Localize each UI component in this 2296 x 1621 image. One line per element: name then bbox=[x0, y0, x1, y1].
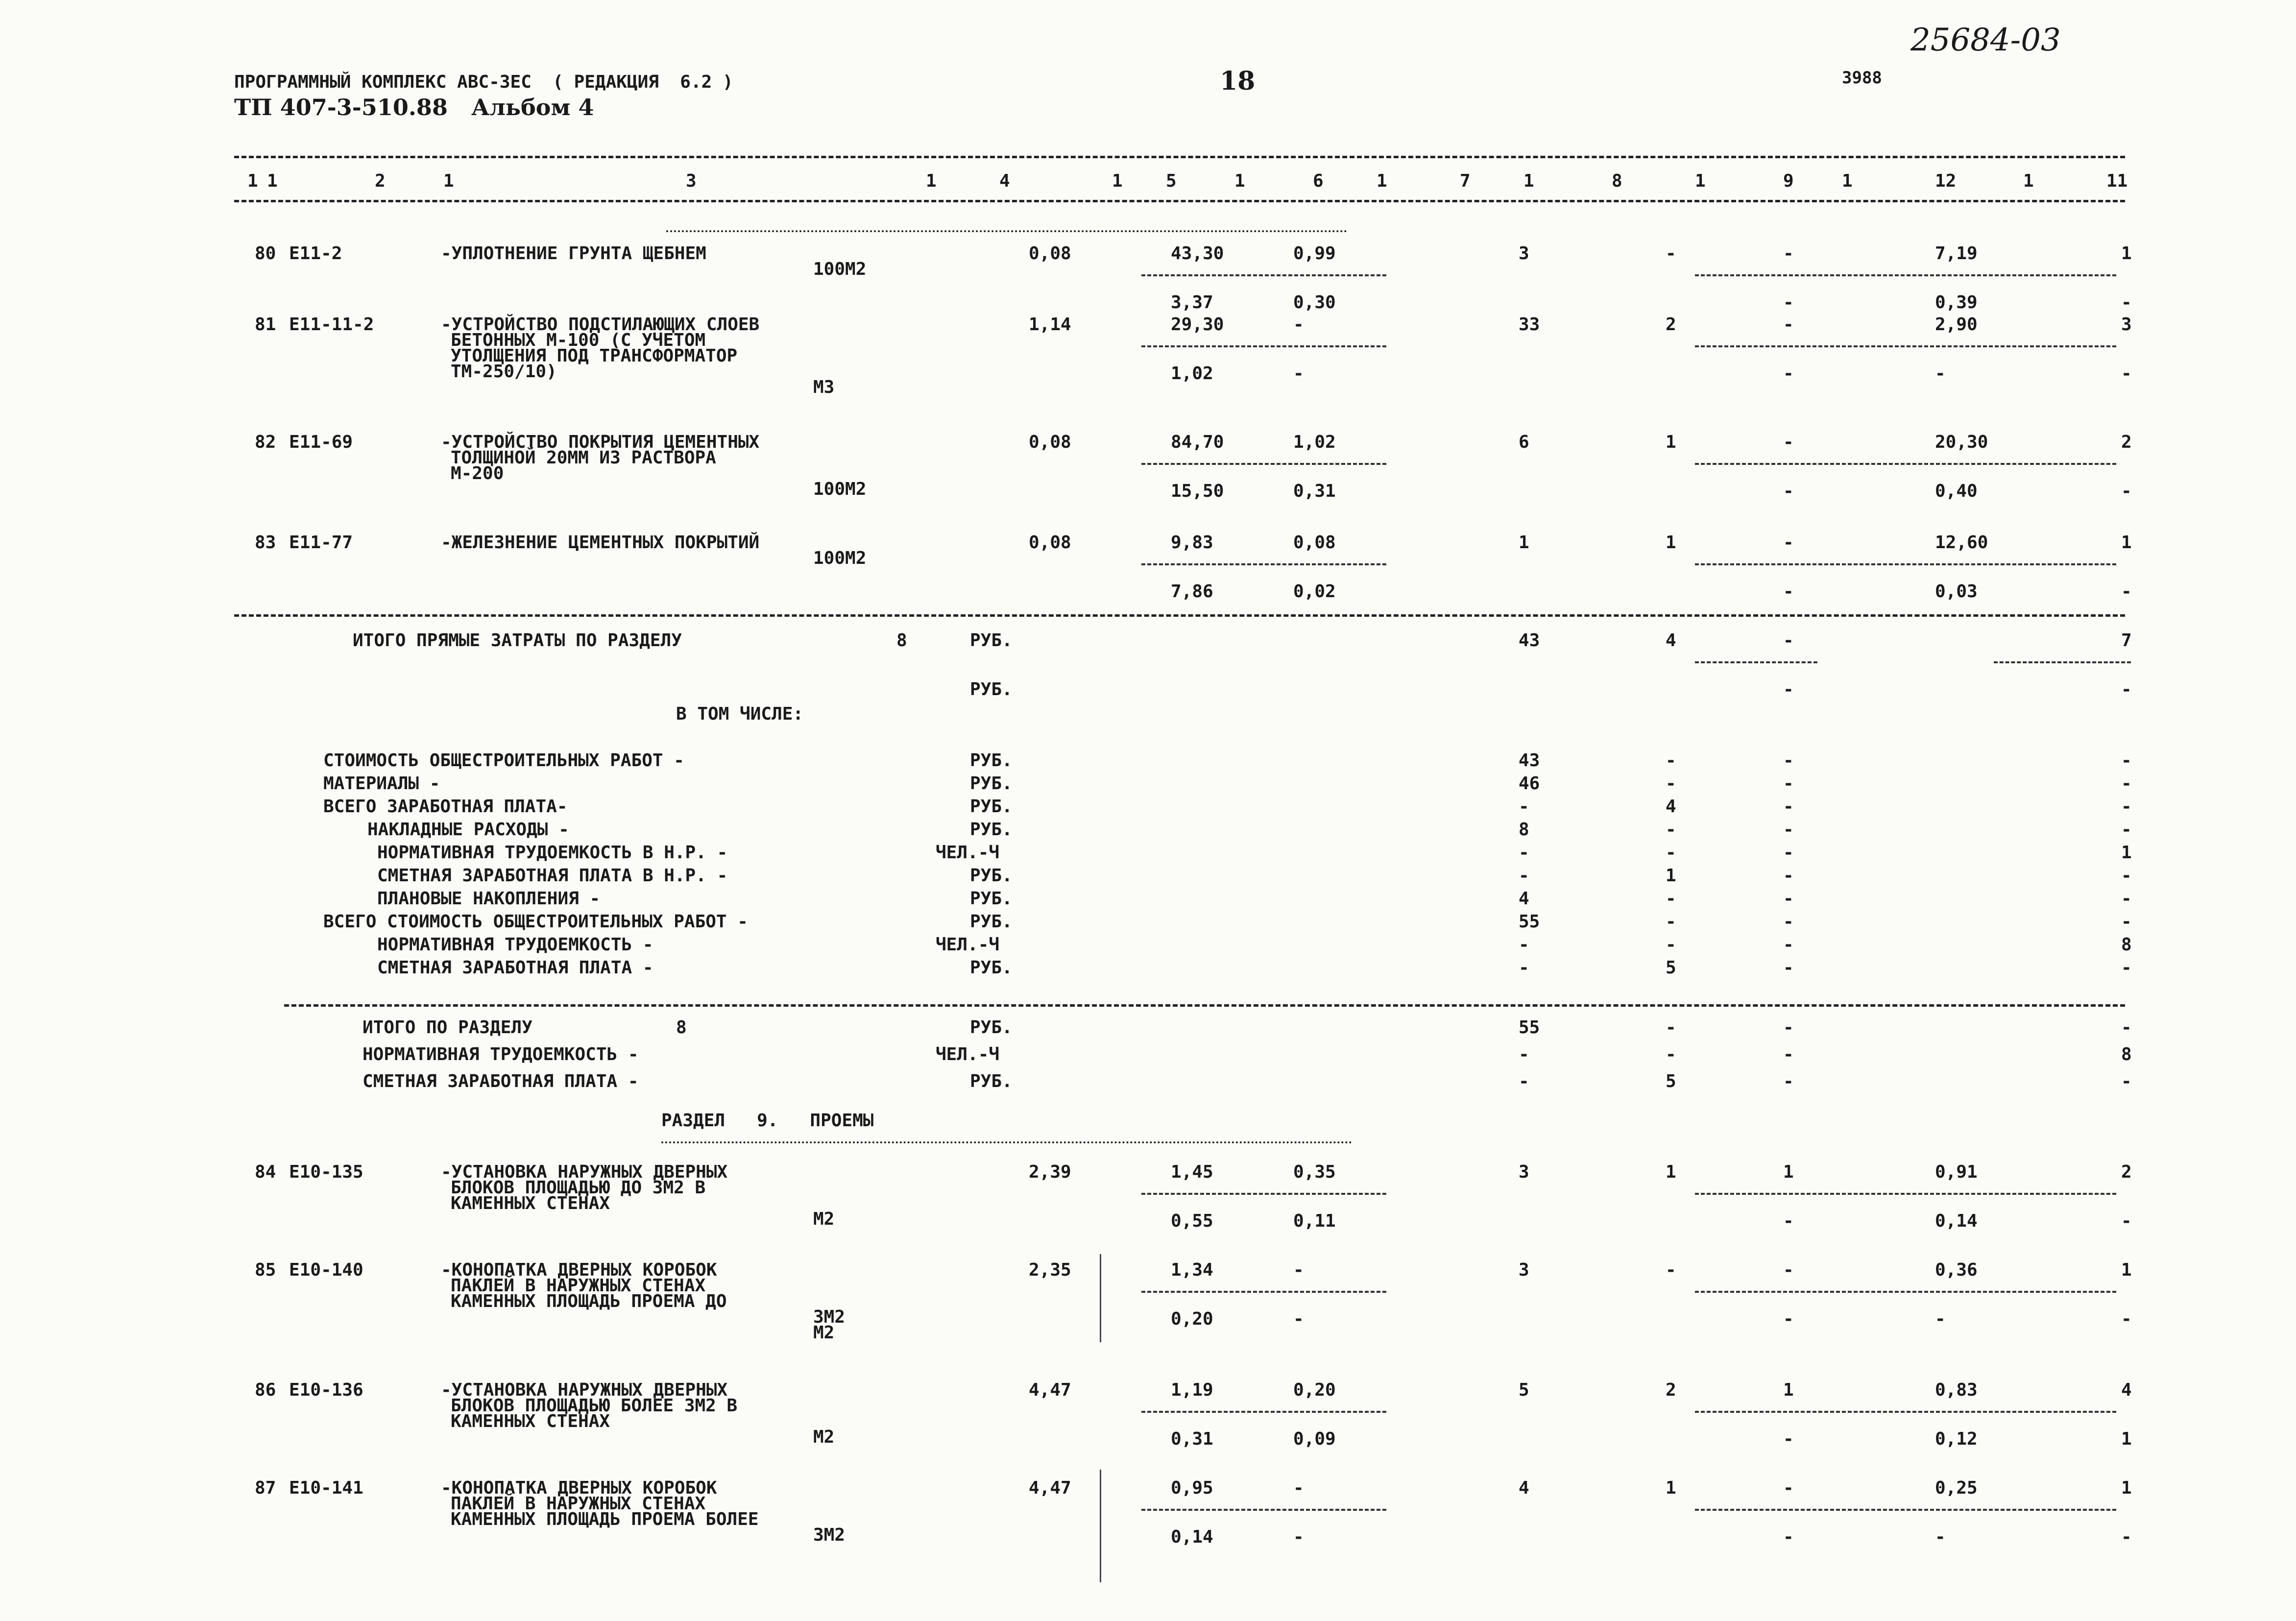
section-number: 8 bbox=[896, 630, 907, 651]
rate-code: Е10-136 bbox=[289, 1380, 363, 1400]
rate-code: Е11-11-2 bbox=[289, 315, 374, 335]
cost-item-label: НАКЛАДНЫЕ РАСХОДЫ - bbox=[367, 820, 569, 840]
rate-code: Е11-2 bbox=[289, 243, 342, 264]
cost-item-v11: - bbox=[2121, 912, 2132, 932]
column-number: 4 bbox=[999, 171, 1010, 191]
labor-total: - bbox=[2121, 363, 2132, 384]
cost-item-v11: 1 bbox=[2121, 843, 2132, 863]
labor-value: 0,03 bbox=[1935, 581, 1978, 602]
cost-item-v11: - bbox=[2121, 820, 2132, 840]
wage-value: 0,20 bbox=[1293, 1380, 1336, 1400]
labor-total: - bbox=[2121, 292, 2132, 313]
subtotal-rule bbox=[1141, 1291, 1386, 1293]
cost-value: 0,14 bbox=[1171, 1527, 1213, 1547]
cost-item-v11: - bbox=[2121, 750, 2132, 771]
rate-code: Е10-140 bbox=[289, 1260, 363, 1280]
unit-label: РУБ. bbox=[970, 750, 1013, 771]
cost-item-v8: - bbox=[1666, 843, 1676, 863]
labor-total: - bbox=[2121, 1527, 2132, 1547]
labor-total: 1 bbox=[2121, 1429, 2132, 1449]
row-number: 86 bbox=[255, 1380, 276, 1400]
labor-total: 1 bbox=[2121, 1260, 2132, 1280]
cost-value: 43,30 bbox=[1171, 243, 1224, 264]
wage-value: 0,31 bbox=[1293, 481, 1336, 501]
cost-item-v11: - bbox=[2121, 889, 2132, 909]
wage-value: 0,02 bbox=[1293, 581, 1336, 602]
wage-value: - bbox=[1293, 315, 1304, 335]
unit-label: ЧЕЛ.-Ч bbox=[936, 1044, 1000, 1065]
labor-value: 0,40 bbox=[1935, 481, 1978, 501]
work-description: БЛОКОВ ПЛОЩАДЬЮ БОЛЕЕ 3М2 В bbox=[451, 1396, 738, 1416]
column-number: 7 bbox=[1460, 171, 1471, 191]
cost-item-label: СТОИМОСТЬ ОБЩЕСТРОИТЕЛЬНЫХ РАБОТ - bbox=[323, 750, 684, 771]
labor-value: 0,39 bbox=[1935, 292, 1978, 313]
labor-value: 0,91 bbox=[1935, 1162, 1978, 1182]
column-number: 3 bbox=[686, 171, 697, 191]
total-wage: 1 bbox=[1666, 432, 1676, 452]
cost-item-v7: 4 bbox=[1519, 889, 1529, 909]
direct-costs-v9: - bbox=[1783, 630, 1794, 651]
labor-total: 4 bbox=[2121, 1380, 2132, 1400]
cost-value: 7,86 bbox=[1171, 581, 1213, 602]
column-number: 1 bbox=[1695, 171, 1706, 191]
unit-label: РУБ. bbox=[970, 958, 1013, 978]
machine-value: - bbox=[1783, 1309, 1794, 1329]
direct-costs-v11: 7 bbox=[2121, 630, 2132, 651]
labor-total: - bbox=[2121, 581, 2132, 602]
unit-label: 100М2 bbox=[813, 548, 867, 568]
column-number: 1 bbox=[247, 171, 258, 191]
unit-label: М2 bbox=[813, 1427, 835, 1447]
subtotal-rule bbox=[1141, 463, 1386, 465]
cost-item-v8: - bbox=[1666, 912, 1676, 932]
section-9-title: РАЗДЕЛ 9. ПРОЕМЫ bbox=[661, 1111, 874, 1131]
cost-item-label: ВСЕГО ЗАРАБОТНАЯ ПЛАТА- bbox=[323, 797, 568, 817]
cost-item-v7: 43 bbox=[1519, 750, 1540, 771]
column-number: 1 bbox=[1377, 171, 1387, 191]
machine-value: 1 bbox=[1783, 1380, 1794, 1400]
quantity: 0,08 bbox=[1029, 432, 1071, 452]
final-total-v9: - bbox=[1783, 1071, 1794, 1091]
cost-item-label: ВСЕГО СТОИМОСТЬ ОБЩЕСТРОИТЕЛЬНЫХ РАБОТ - bbox=[323, 912, 748, 932]
cost-value: 1,02 bbox=[1171, 363, 1213, 384]
column-number: 8 bbox=[1612, 171, 1622, 191]
column-number: 2 bbox=[375, 171, 386, 191]
final-total-v9: - bbox=[1783, 1044, 1794, 1065]
cost-item-v7: - bbox=[1519, 797, 1529, 817]
machine-value: - bbox=[1783, 1478, 1794, 1498]
handwritten-document-number: 25684-03 bbox=[1910, 22, 2061, 58]
total-wage: 1 bbox=[1666, 532, 1676, 553]
labor-total: 1 bbox=[2121, 1478, 2132, 1498]
work-description: ТМ-250/10) bbox=[451, 362, 557, 382]
work-description: ПАКЛЕЙ В НАРУЖНЫХ СТЕНАХ bbox=[451, 1276, 706, 1296]
work-description: ПАКЛЕЙ В НАРУЖНЫХ СТЕНАХ bbox=[451, 1494, 706, 1514]
work-description: КАМЕННЫХ ПЛОЩАДЬ ПРОЕМА ДО bbox=[451, 1291, 727, 1311]
header-top-rule bbox=[234, 156, 2125, 158]
unit-label: РУБ. bbox=[970, 912, 1013, 932]
document-code: 3988 bbox=[1842, 68, 1882, 88]
cost-item-v9: - bbox=[1783, 958, 1794, 978]
cost-item-v9: - bbox=[1783, 774, 1794, 794]
column-number: 1 bbox=[1234, 171, 1245, 191]
work-description: УТОЛЩЕНИЯ ПОД ТРАНСФОРМАТОР bbox=[451, 346, 738, 366]
cost-item-v7: 8 bbox=[1519, 820, 1529, 840]
total-cost: 5 bbox=[1519, 1380, 1529, 1400]
subtotal-rule bbox=[1695, 463, 2116, 465]
wage-value: - bbox=[1293, 1309, 1304, 1329]
final-total-v7: - bbox=[1519, 1071, 1529, 1091]
work-description: -УПЛОТНЕНИЕ ГРУНТА ЩЕБНЕМ bbox=[441, 243, 706, 264]
cost-item-v7: 46 bbox=[1519, 774, 1540, 794]
cost-item-label: ПЛАНОВЫЕ НАКОПЛЕНИЯ - bbox=[377, 889, 601, 909]
labor-total: 2 bbox=[2121, 432, 2132, 452]
quantity: 4,47 bbox=[1029, 1478, 1071, 1498]
cost-item-v11: - bbox=[2121, 797, 2132, 817]
final-total-v11: - bbox=[2121, 1017, 2132, 1038]
total-cost: 6 bbox=[1519, 432, 1529, 452]
final-total-label: НОРМАТИВНАЯ ТРУДОЕМКОСТЬ - bbox=[363, 1044, 639, 1065]
subtotal-rule bbox=[1141, 345, 1386, 347]
wage-value: - bbox=[1293, 1260, 1304, 1280]
rate-code: Е11-69 bbox=[289, 432, 353, 452]
labor-value: 0,14 bbox=[1935, 1211, 1978, 1231]
direct-costs-label: ИТОГО ПРЯМЫЕ ЗАТРАТЫ ПО РАЗДЕЛУ bbox=[353, 630, 682, 651]
subtotal-rule bbox=[1695, 274, 2116, 276]
column-number: 11 bbox=[2106, 171, 2128, 191]
labor-total: - bbox=[2121, 481, 2132, 501]
cost-item-v7: - bbox=[1519, 843, 1529, 863]
unit-label: РУБ. bbox=[970, 797, 1013, 817]
work-description: БЕТОННЫХ М-100 (С УЧЕТОМ bbox=[451, 330, 706, 350]
labor-total: - bbox=[2121, 1309, 2132, 1329]
section-number: 8 bbox=[676, 1017, 687, 1038]
cost-item-v8: 1 bbox=[1666, 866, 1676, 886]
work-description: -УСТРОЙСТВО ПОДСТИЛАЮЩИХ СЛОЕВ bbox=[441, 315, 760, 335]
subtotal-rule bbox=[1695, 1291, 2116, 1293]
labor-value: 20,30 bbox=[1935, 432, 1988, 452]
wage-value: - bbox=[1293, 363, 1304, 384]
machine-value: - bbox=[1783, 432, 1794, 452]
wage-value: - bbox=[1293, 1527, 1304, 1547]
column-number: 6 bbox=[1313, 171, 1324, 191]
unit-label: ЧЕЛ.-Ч bbox=[936, 843, 1000, 863]
wage-value: 0,11 bbox=[1293, 1211, 1336, 1231]
total-cost: 3 bbox=[1519, 1162, 1529, 1182]
final-total-v8: - bbox=[1666, 1044, 1676, 1065]
section-underline bbox=[666, 230, 1347, 232]
final-total-v7: - bbox=[1519, 1044, 1529, 1065]
cost-value: 1,34 bbox=[1171, 1260, 1213, 1280]
program-title: ПРОГРАММНЫЙ КОМПЛЕКС АВС-3ЕС ( РЕДАКЦИЯ 6.2 ) bbox=[234, 72, 733, 92]
cost-item-v8: - bbox=[1666, 750, 1676, 771]
unit-label: РУБ. bbox=[970, 820, 1013, 840]
wage-value: 0,08 bbox=[1293, 532, 1336, 553]
subtotal-rule bbox=[1695, 661, 1817, 663]
work-description: -УСТАНОВКА НАРУЖНЫХ ДВЕРНЫХ bbox=[441, 1162, 728, 1182]
machine-value: - bbox=[1783, 292, 1794, 313]
labor-value: 7,19 bbox=[1935, 243, 1978, 264]
cost-value: 1,45 bbox=[1171, 1162, 1213, 1182]
cost-value: 0,95 bbox=[1171, 1478, 1213, 1498]
labor-value: 0,25 bbox=[1935, 1478, 1978, 1498]
labor-total: 1 bbox=[2121, 243, 2132, 264]
wage-value: 0,30 bbox=[1293, 292, 1336, 313]
column-number: 1 bbox=[2023, 171, 2034, 191]
labor-total: - bbox=[2121, 679, 2132, 700]
final-total-v8: - bbox=[1666, 1017, 1676, 1038]
cost-item-v9: - bbox=[1783, 750, 1794, 771]
total-wage: 2 bbox=[1666, 315, 1676, 335]
subtotal-rule bbox=[1994, 661, 2131, 663]
column-number: 1 bbox=[267, 171, 278, 191]
labor-value: 2,90 bbox=[1935, 315, 1978, 335]
quantity: 0,08 bbox=[1029, 532, 1071, 553]
machine-value: - bbox=[1783, 1260, 1794, 1280]
unit-label: РУБ. bbox=[970, 679, 1013, 700]
machine-value: - bbox=[1783, 1429, 1794, 1449]
unit-label: ЧЕЛ.-Ч bbox=[936, 935, 1000, 955]
labor-value: - bbox=[1935, 1527, 1946, 1547]
unit-label: 100М2 bbox=[813, 479, 867, 499]
work-description: -КОНОПАТКА ДВЕРНЫХ КОРОБОК bbox=[441, 1478, 717, 1498]
total-cost: 1 bbox=[1519, 532, 1529, 553]
labor-total: 1 bbox=[2121, 532, 2132, 553]
cost-item-v9: - bbox=[1783, 820, 1794, 840]
total-wage: 1 bbox=[1666, 1162, 1676, 1182]
cost-item-v9: - bbox=[1783, 912, 1794, 932]
work-description: ТОЛЩИНОЙ 20ММ ИЗ РАСТВОРА bbox=[451, 448, 716, 468]
unit-label: М2 bbox=[813, 1323, 835, 1343]
unit-label: М3 bbox=[813, 377, 835, 397]
totals-rule bbox=[284, 1004, 2125, 1007]
work-description: -КОНОПАТКА ДВЕРНЫХ КОРОБОК bbox=[441, 1260, 717, 1280]
direct-costs-v7: 43 bbox=[1519, 630, 1540, 651]
cost-item-v11: - bbox=[2121, 866, 2132, 886]
row-number: 87 bbox=[255, 1478, 276, 1498]
subtotal-rule bbox=[1695, 1411, 2116, 1413]
row-number: 85 bbox=[255, 1260, 276, 1280]
unit-label: 3М2 bbox=[813, 1525, 846, 1545]
column-number: 12 bbox=[1935, 171, 1957, 191]
total-wage: - bbox=[1666, 1260, 1676, 1280]
subtotal-rule bbox=[1141, 274, 1386, 276]
cost-item-v7: - bbox=[1519, 958, 1529, 978]
column-number: 1 bbox=[1523, 171, 1534, 191]
labor-total: - bbox=[2121, 1211, 2132, 1231]
machine-value: - bbox=[1783, 679, 1794, 700]
cost-item-label: СМЕТНАЯ ЗАРАБОТНАЯ ПЛАТА - bbox=[377, 958, 653, 978]
including-label: В ТОМ ЧИСЛЕ: bbox=[676, 704, 804, 724]
cost-item-v8: - bbox=[1666, 889, 1676, 909]
unit-label: РУБ. bbox=[970, 1071, 1013, 1091]
work-description: -УСТРОЙСТВО ПОКРЫТИЯ ЦЕМЕНТНЫХ bbox=[441, 432, 760, 452]
wage-value: 1,02 bbox=[1293, 432, 1336, 452]
cost-value: 1,19 bbox=[1171, 1380, 1213, 1400]
subtotal-rule bbox=[1141, 1193, 1386, 1195]
cost-item-v8: 4 bbox=[1666, 797, 1676, 817]
cost-item-v9: - bbox=[1783, 843, 1794, 863]
labor-value: 12,60 bbox=[1935, 532, 1988, 553]
page-number: 18 bbox=[1220, 66, 1256, 96]
unit-label: 100М2 bbox=[813, 259, 867, 279]
project-title: ТП 407-3-510.88 Альбом 4 bbox=[234, 94, 594, 121]
unit-label: РУБ. bbox=[970, 774, 1013, 794]
quantity: 2,39 bbox=[1029, 1162, 1071, 1182]
labor-value: 0,83 bbox=[1935, 1380, 1978, 1400]
cost-item-v7: - bbox=[1519, 935, 1529, 955]
machine-value: - bbox=[1783, 481, 1794, 501]
cost-value: 0,31 bbox=[1171, 1429, 1213, 1449]
direct-costs-v8: 4 bbox=[1666, 630, 1676, 651]
wage-value: 0,99 bbox=[1293, 243, 1336, 264]
machine-value: - bbox=[1783, 532, 1794, 553]
total-wage: - bbox=[1666, 243, 1676, 264]
cost-item-v11: 8 bbox=[2121, 935, 2132, 955]
cost-item-label: НОРМАТИВНАЯ ТРУДОЕМКОСТЬ В Н.Р. - bbox=[377, 843, 728, 863]
subtotal-rule bbox=[1141, 1411, 1386, 1413]
row-number: 83 bbox=[255, 532, 276, 553]
final-total-v11: - bbox=[2121, 1071, 2132, 1091]
final-total-v11: 8 bbox=[2121, 1044, 2132, 1065]
total-wage: 2 bbox=[1666, 1380, 1676, 1400]
total-wage: 1 bbox=[1666, 1478, 1676, 1498]
subtotal-rule bbox=[1695, 345, 2116, 347]
cost-item-v8: 5 bbox=[1666, 958, 1676, 978]
rate-code: Е10-141 bbox=[289, 1478, 363, 1498]
unit-label: РУБ. bbox=[970, 630, 1013, 651]
quantity: 4,47 bbox=[1029, 1380, 1071, 1400]
cost-item-label: МАТЕРИАЛЫ - bbox=[323, 774, 440, 794]
unit-label: РУБ. bbox=[970, 1017, 1013, 1038]
labor-total: 3 bbox=[2121, 315, 2132, 335]
final-total-label: СМЕТНАЯ ЗАРАБОТНАЯ ПЛАТА - bbox=[363, 1071, 639, 1091]
cost-item-v8: - bbox=[1666, 820, 1676, 840]
cost-item-v11: - bbox=[2121, 958, 2132, 978]
quantity: 0,08 bbox=[1029, 243, 1071, 264]
column-number: 1 bbox=[443, 171, 454, 191]
section-end-rule bbox=[234, 614, 2125, 617]
subtotal-rule bbox=[1695, 1193, 2116, 1195]
rate-code: Е10-135 bbox=[289, 1162, 363, 1182]
total-cost: 3 bbox=[1519, 243, 1529, 264]
labor-value: - bbox=[1935, 1309, 1946, 1329]
column-number: 5 bbox=[1166, 171, 1177, 191]
cost-item-v9: - bbox=[1783, 889, 1794, 909]
work-description: -ЖЕЛЕЗНЕНИЕ ЦЕМЕНТНЫХ ПОКРЫТИЙ bbox=[441, 532, 760, 553]
cost-item-v8: - bbox=[1666, 774, 1676, 794]
unit-label: М2 bbox=[813, 1209, 835, 1229]
rate-code: Е11-77 bbox=[289, 532, 353, 553]
quantity: 2,35 bbox=[1029, 1260, 1071, 1280]
total-cost: 4 bbox=[1519, 1478, 1529, 1498]
section-9-underline bbox=[661, 1141, 1352, 1143]
cost-item-v9: - bbox=[1783, 935, 1794, 955]
cost-item-v9: - bbox=[1783, 866, 1794, 886]
column-number: 9 bbox=[1783, 171, 1794, 191]
final-total-v7: 55 bbox=[1519, 1017, 1540, 1038]
final-total-v8: 5 bbox=[1666, 1071, 1676, 1091]
labor-value: - bbox=[1935, 363, 1946, 384]
column-number: 1 bbox=[1112, 171, 1123, 191]
cost-item-v7: - bbox=[1519, 866, 1529, 886]
cost-item-v9: - bbox=[1783, 797, 1794, 817]
unit-label: РУБ. bbox=[970, 866, 1013, 886]
cost-value: 0,20 bbox=[1171, 1309, 1213, 1329]
work-description: КАМЕННЫХ СТЕНАХ bbox=[451, 1193, 610, 1213]
final-total-v9: - bbox=[1783, 1017, 1794, 1038]
cost-item-label: СМЕТНАЯ ЗАРАБОТНАЯ ПЛАТА В Н.Р. - bbox=[377, 866, 728, 886]
machine-value: - bbox=[1783, 581, 1794, 602]
row-number: 80 bbox=[255, 243, 276, 264]
cost-item-v7: 55 bbox=[1519, 912, 1540, 932]
subtotal-rule bbox=[1695, 563, 2116, 565]
machine-value: - bbox=[1783, 1527, 1794, 1547]
machine-value: - bbox=[1783, 1211, 1794, 1231]
unit-label: РУБ. bbox=[970, 889, 1013, 909]
row-number: 81 bbox=[255, 315, 276, 335]
machine-value: - bbox=[1783, 315, 1794, 335]
work-description: -УСТАНОВКА НАРУЖНЫХ ДВЕРНЫХ bbox=[441, 1380, 728, 1400]
subtotal-rule bbox=[1141, 563, 1386, 565]
column-separator bbox=[1100, 1470, 1101, 1582]
machine-value: - bbox=[1783, 243, 1794, 264]
total-cost: 33 bbox=[1519, 315, 1540, 335]
unit-label: 3М2 bbox=[813, 1307, 846, 1327]
work-description: КАМЕННЫХ СТЕНАХ bbox=[451, 1411, 610, 1431]
wage-value: 0,09 bbox=[1293, 1429, 1336, 1449]
cost-value: 9,83 bbox=[1171, 532, 1213, 553]
quantity: 1,14 bbox=[1029, 315, 1071, 335]
machine-value: - bbox=[1783, 363, 1794, 384]
subtotal-rule bbox=[1141, 1509, 1386, 1511]
column-number: 1 bbox=[1842, 171, 1853, 191]
labor-total: 2 bbox=[2121, 1162, 2132, 1182]
cost-value: 3,37 bbox=[1171, 292, 1213, 313]
cost-value: 15,50 bbox=[1171, 481, 1224, 501]
cost-value: 29,30 bbox=[1171, 315, 1224, 335]
cost-item-v11: - bbox=[2121, 774, 2132, 794]
row-number: 82 bbox=[255, 432, 276, 452]
column-number: 1 bbox=[926, 171, 937, 191]
work-description: М-200 bbox=[451, 463, 504, 484]
column-separator bbox=[1100, 1254, 1101, 1342]
wage-value: - bbox=[1293, 1478, 1304, 1498]
final-total-label: ИТОГО ПО РАЗДЕЛУ bbox=[363, 1017, 532, 1038]
work-description: КАМЕННЫХ ПЛОЩАДЬ ПРОЕМА БОЛЕЕ bbox=[451, 1509, 759, 1529]
subtotal-rule bbox=[1695, 1509, 2116, 1511]
wage-value: 0,35 bbox=[1293, 1162, 1336, 1182]
labor-value: 0,36 bbox=[1935, 1260, 1978, 1280]
cost-item-v8: - bbox=[1666, 935, 1676, 955]
cost-value: 0,55 bbox=[1171, 1211, 1213, 1231]
cost-item-label: НОРМАТИВНАЯ ТРУДОЕМКОСТЬ - bbox=[377, 935, 653, 955]
labor-value: 0,12 bbox=[1935, 1429, 1978, 1449]
cost-value: 84,70 bbox=[1171, 432, 1224, 452]
machine-value: 1 bbox=[1783, 1162, 1794, 1182]
header-bottom-rule bbox=[234, 200, 2125, 202]
total-cost: 3 bbox=[1519, 1260, 1529, 1280]
work-description: БЛОКОВ ПЛОЩАДЬЮ ДО 3М2 В bbox=[451, 1178, 706, 1198]
row-number: 84 bbox=[255, 1162, 276, 1182]
